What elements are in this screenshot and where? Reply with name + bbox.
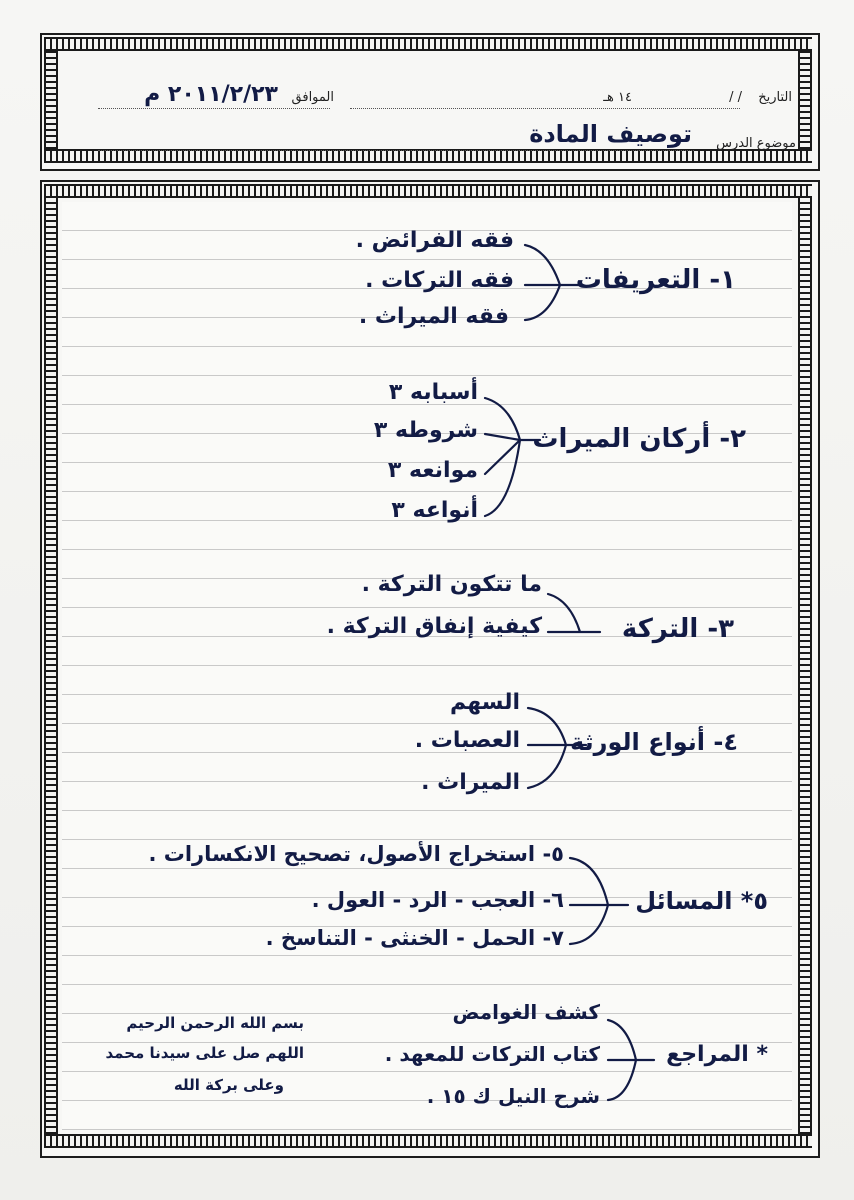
reference-3: شرح النيل ك ١٥ . — [426, 1084, 600, 1108]
gregorian-date: ٢٠١١/٢/٢٣ م — [144, 82, 278, 107]
section-2-heading: ٢- أركان الميراث — [532, 424, 746, 454]
section-2-item-3: موانعه ٣ — [387, 458, 478, 483]
section-5-item-3: ٧- الحمل - الخنثى - التناسخ . — [265, 926, 564, 950]
section-3-item-2: كيفية إنفاق التركة . — [326, 614, 542, 639]
bracket-1 — [525, 245, 580, 320]
reference-2: كتاب التركات للمعهد . — [384, 1042, 600, 1066]
section-4-item-3: الميراث . — [421, 770, 520, 795]
section-1-item-2: فقه التركات . — [365, 268, 514, 293]
section-5-item-1: ٥- استخراج الأصول، تصحيح الانكسارات . — [148, 842, 564, 866]
bracket-3 — [548, 594, 600, 632]
topic-label: موضوع الدرس — [716, 136, 796, 151]
section-3-heading: ٣- التركة — [621, 614, 734, 644]
section-4-item-2: العصبات . — [414, 728, 520, 753]
section-1-item-3: فقه الميراث . — [358, 304, 509, 329]
section-2-item-1: أسبابه ٣ — [388, 380, 478, 405]
prayer-line-1: بسم الله الرحمن الرحيم — [126, 1014, 304, 1032]
section-4-heading: ٤- أنواع الورثة — [570, 728, 738, 756]
hijri-date: ١٤ هـ — [603, 90, 632, 105]
section-2-item-2: شروطه ٣ — [373, 418, 478, 443]
section-5-heading: ٥* المسائل — [635, 887, 768, 915]
section-3-item-1: ما تتكون التركة . — [361, 572, 542, 597]
section-4-item-1: السهم — [450, 690, 520, 715]
date-separators: / / — [729, 90, 742, 105]
reference-1: كشف الغوامض — [452, 1000, 600, 1024]
bracket-refs — [608, 1020, 654, 1100]
prayer-line-3: وعلى بركة الله — [173, 1076, 284, 1094]
prayer-line-2: اللهم صل على سيدنا محمد — [105, 1044, 304, 1062]
section-1-item-1: فقه الفرائض . — [355, 228, 514, 253]
bracket-5 — [570, 858, 628, 944]
references-heading: * المراجع — [666, 1042, 768, 1067]
section-1-heading: ١- التعريفات — [575, 265, 736, 295]
topic-value: توصيف المادة — [529, 120, 692, 148]
gregorian-label: الموافق — [291, 90, 334, 105]
section-5-item-2: ٦- العجب - الرد - العول . — [311, 888, 564, 912]
date-label: التاريخ — [758, 90, 792, 105]
bracket-2 — [485, 398, 540, 516]
section-2-item-4: أنواعه ٣ — [391, 498, 478, 523]
